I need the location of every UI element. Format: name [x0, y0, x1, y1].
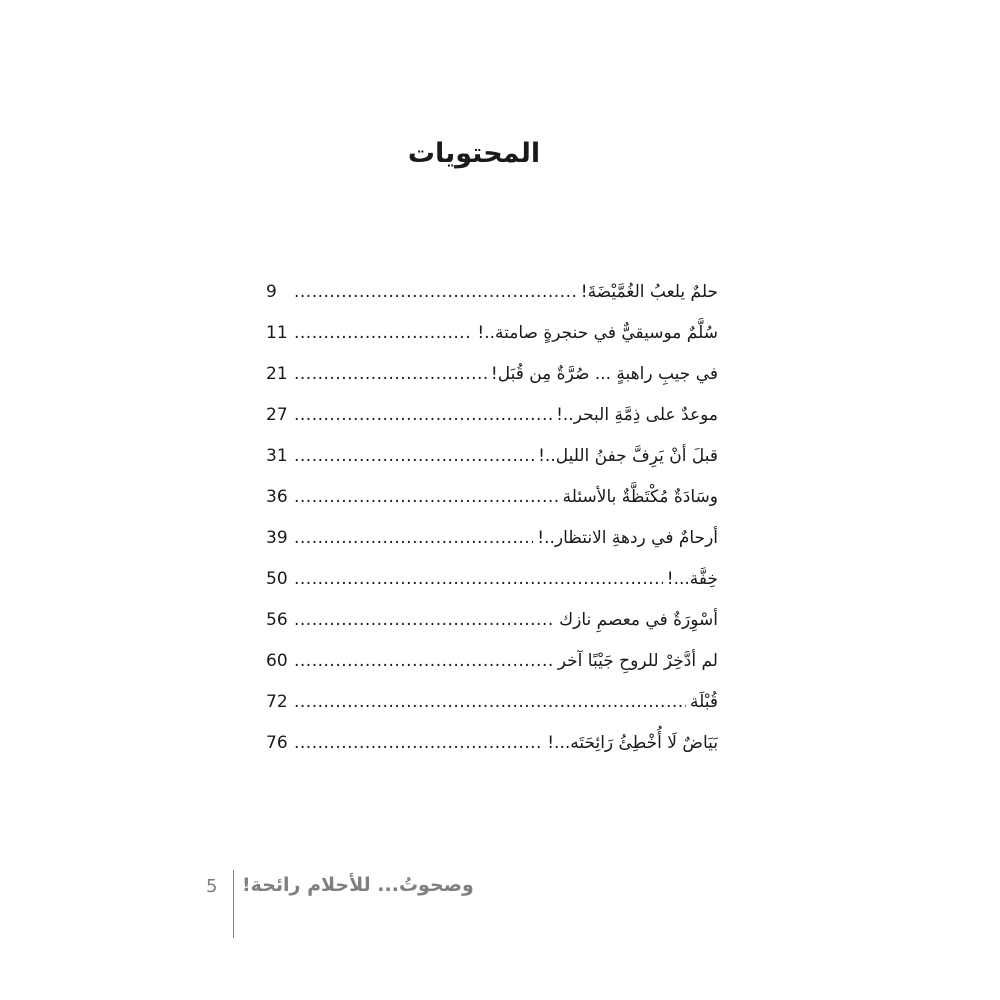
page-footer: [200, 870, 500, 938]
toc-entry: [266, 477, 718, 518]
toc-entry-title: قبلَ أنْ يَرِفَّ جفنُ الليل..!: [538, 446, 718, 466]
toc-entry-page: 9: [266, 282, 277, 302]
toc-entry-page: 36: [266, 487, 288, 507]
toc-entry-title: أرحامٌ في ردهةِ الانتظار..!: [537, 528, 718, 548]
toc-entry: [266, 682, 718, 723]
toc-dot-leader: [294, 354, 487, 395]
toc-entry: [266, 518, 718, 559]
toc-entry-page: 56: [266, 610, 288, 630]
toc-entry-page: 31: [266, 446, 288, 466]
toc-entry-title: أسْوِرَةٌ في معصمِ نازك: [559, 610, 718, 630]
toc-entry-page: 60: [266, 651, 288, 671]
toc-entry-title: قُبْلَة: [690, 692, 718, 712]
toc-entry-page: 72: [266, 692, 288, 712]
toc-dot-leader: [294, 600, 555, 641]
table-of-contents: [266, 272, 718, 764]
toc-entry-page: 21: [266, 364, 288, 384]
footer-book-title: وصحوتُ... للأحلام رائحة!: [242, 874, 474, 896]
toc-entry-title: بَيَاضٌ لَا أُخْطِئُ رَائِحَتَه...!: [547, 733, 718, 753]
toc-entry-page: 39: [266, 528, 288, 548]
toc-dot-leader: [294, 395, 552, 436]
toc-dot-leader: [294, 272, 577, 313]
toc-entry-page: 11: [266, 323, 288, 343]
toc-entry: [266, 272, 718, 313]
toc-dot-leader: [294, 477, 559, 518]
toc-entry-title: لم أدَّخِرْ للروحِ جَيْبًا آخر: [557, 651, 718, 671]
toc-entry-title: خِفَّة...!: [666, 569, 718, 589]
toc-entry-page: 76: [266, 733, 288, 753]
toc-entry: [266, 354, 718, 395]
footer-divider: [233, 870, 234, 938]
toc-entry-title: موعدٌ على ذِمَّةِ البحر..!: [556, 405, 718, 425]
toc-entry-title: في جيبِ راهبةٍ ... صُرَّةٌ مِن قُبَل!: [490, 364, 718, 384]
toc-dot-leader: [294, 436, 534, 477]
footer-page-number: 5: [206, 876, 218, 897]
toc-entry: [266, 600, 718, 641]
toc-dot-leader: [294, 518, 533, 559]
toc-entry-title: سُلَّمٌ موسيقيٌّ في حنجرةٍ صامتة..!: [477, 323, 718, 343]
toc-dot-leader: [294, 723, 543, 764]
toc-entry: [266, 313, 718, 354]
page-title: المحتويات: [407, 138, 541, 169]
toc-dot-leader: [294, 559, 663, 600]
toc-entry-page: 27: [266, 405, 288, 425]
toc-entry-page: 50: [266, 569, 288, 589]
toc-entry: [266, 559, 718, 600]
toc-dot-leader: [294, 641, 554, 682]
toc-entry: [266, 641, 718, 682]
toc-entry-title: حلمٌ يلعبُ الغُمَّيْضَةَ!: [580, 282, 718, 302]
toc-dot-leader: [294, 682, 686, 723]
toc-entry: [266, 395, 718, 436]
toc-entry-title: وسَادَةٌ مُكْتَظَّةٌ بالأسئلة: [562, 487, 718, 507]
toc-entry: [266, 436, 718, 477]
toc-entry: [266, 723, 718, 764]
toc-dot-leader: [294, 313, 473, 354]
